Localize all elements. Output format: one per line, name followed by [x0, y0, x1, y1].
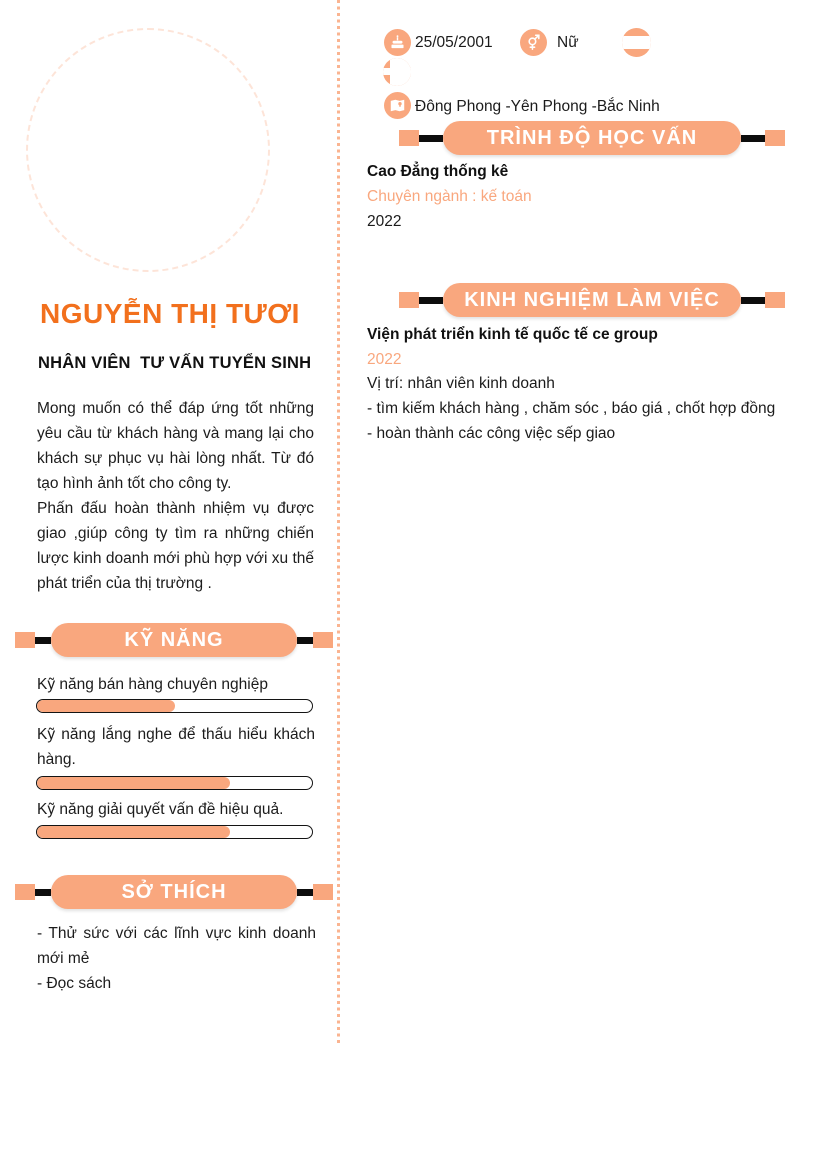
- experience-bullet: - hoàn thành các công việc sếp giao: [367, 425, 616, 442]
- career-objective: [37, 396, 314, 596]
- candidate-job-title: NHÂN VIÊN TƯ VẤN TUYỂN SINH: [38, 354, 312, 372]
- header-end-square: [765, 130, 785, 146]
- header-end-square: [15, 884, 35, 900]
- header-connector-line: [419, 135, 443, 142]
- skill-bar-fill: [37, 777, 230, 789]
- education-section-header: [399, 121, 785, 155]
- objective-paragraph: Mong muốn có thể đáp ứng tốt những yêu cầu từ khách hàng và mang lại cho khách sự phục vụ hài lòng nhất. Từ đó tạo hình ảnh tốt cho công ty.: [37, 400, 314, 492]
- skill-label: Kỹ năng lắng nghe để thấu hiểu khách hàng.: [37, 726, 315, 768]
- header-connector-line: [35, 889, 51, 896]
- hobby-item: - Đọc sách: [37, 975, 112, 992]
- redacted-contact-icon: [383, 58, 411, 86]
- skill-bar: [36, 699, 313, 713]
- gender-icon: [520, 29, 547, 56]
- hobbies-section-header: [15, 875, 333, 909]
- location-icon: [384, 92, 411, 119]
- experience-section-header: [399, 283, 785, 317]
- candidate-name: NGUYỄN THỊ TƯƠI: [40, 298, 300, 329]
- experience-position: Vị trí: nhân viên kinh doanh: [367, 375, 555, 392]
- skill-bar-fill: [37, 700, 175, 712]
- header-connector-line: [741, 297, 765, 304]
- experience-company: Viện phát triển kinh tế quốc tế ce group: [367, 326, 658, 343]
- hobbies-heading: SỞ THÍCH: [51, 875, 297, 909]
- hobby-list: [37, 921, 316, 996]
- header-end-square: [313, 884, 333, 900]
- column-divider: [337, 0, 340, 1043]
- education-school: Cao Đẳng thống kê: [367, 163, 509, 180]
- header-connector-line: [35, 637, 51, 644]
- skill-label: Kỹ năng giải quyết vấn đề hiệu quả.: [37, 801, 284, 818]
- birthday-icon: [384, 29, 411, 56]
- education-heading: TRÌNH ĐỘ HỌC VẤN: [443, 121, 741, 155]
- header-connector-line: [297, 889, 313, 896]
- header-connector-line: [419, 297, 443, 304]
- header-end-square: [765, 292, 785, 308]
- redacted-contact-icon: [622, 28, 651, 57]
- objective-paragraph: Phấn đấu hoàn thành nhiệm vụ được giao ,giúp công ty tìm ra những chiến lược kinh doanh mới phù hợp với xu thế phát triển của thị trường .: [37, 500, 314, 592]
- header-end-square: [15, 632, 35, 648]
- education-major: Chuyên ngành : kế toán: [367, 188, 532, 205]
- skills-heading: KỸ NĂNG: [51, 623, 297, 657]
- education-year: 2022: [367, 213, 402, 230]
- experience-bullet: - tìm kiếm khách hàng , chăm sóc , báo giá , chốt hợp đồng: [367, 400, 776, 417]
- profile-photo-placeholder: [26, 28, 270, 272]
- header-connector-line: [297, 637, 313, 644]
- skills-section-header: [15, 623, 333, 657]
- skill-bar-fill: [37, 826, 230, 838]
- hobby-item: - Thử sức với các lĩnh vực kinh doanh mới mẻ: [37, 925, 316, 967]
- skill-label: Kỹ năng bán hàng chuyên nghiệp: [37, 676, 268, 693]
- address-value: Đông Phong -Yên Phong -Bắc Ninh: [415, 98, 660, 115]
- skill-bar: [36, 825, 313, 839]
- header-end-square: [399, 130, 419, 146]
- experience-heading: KINH NGHIỆM LÀM VIỆC: [443, 283, 741, 317]
- birthday-value: 25/05/2001: [415, 34, 493, 51]
- header-end-square: [399, 292, 419, 308]
- header-connector-line: [741, 135, 765, 142]
- experience-year: 2022: [367, 351, 402, 368]
- skill-bar: [36, 776, 313, 790]
- gender-value: Nữ: [557, 34, 579, 51]
- header-end-square: [313, 632, 333, 648]
